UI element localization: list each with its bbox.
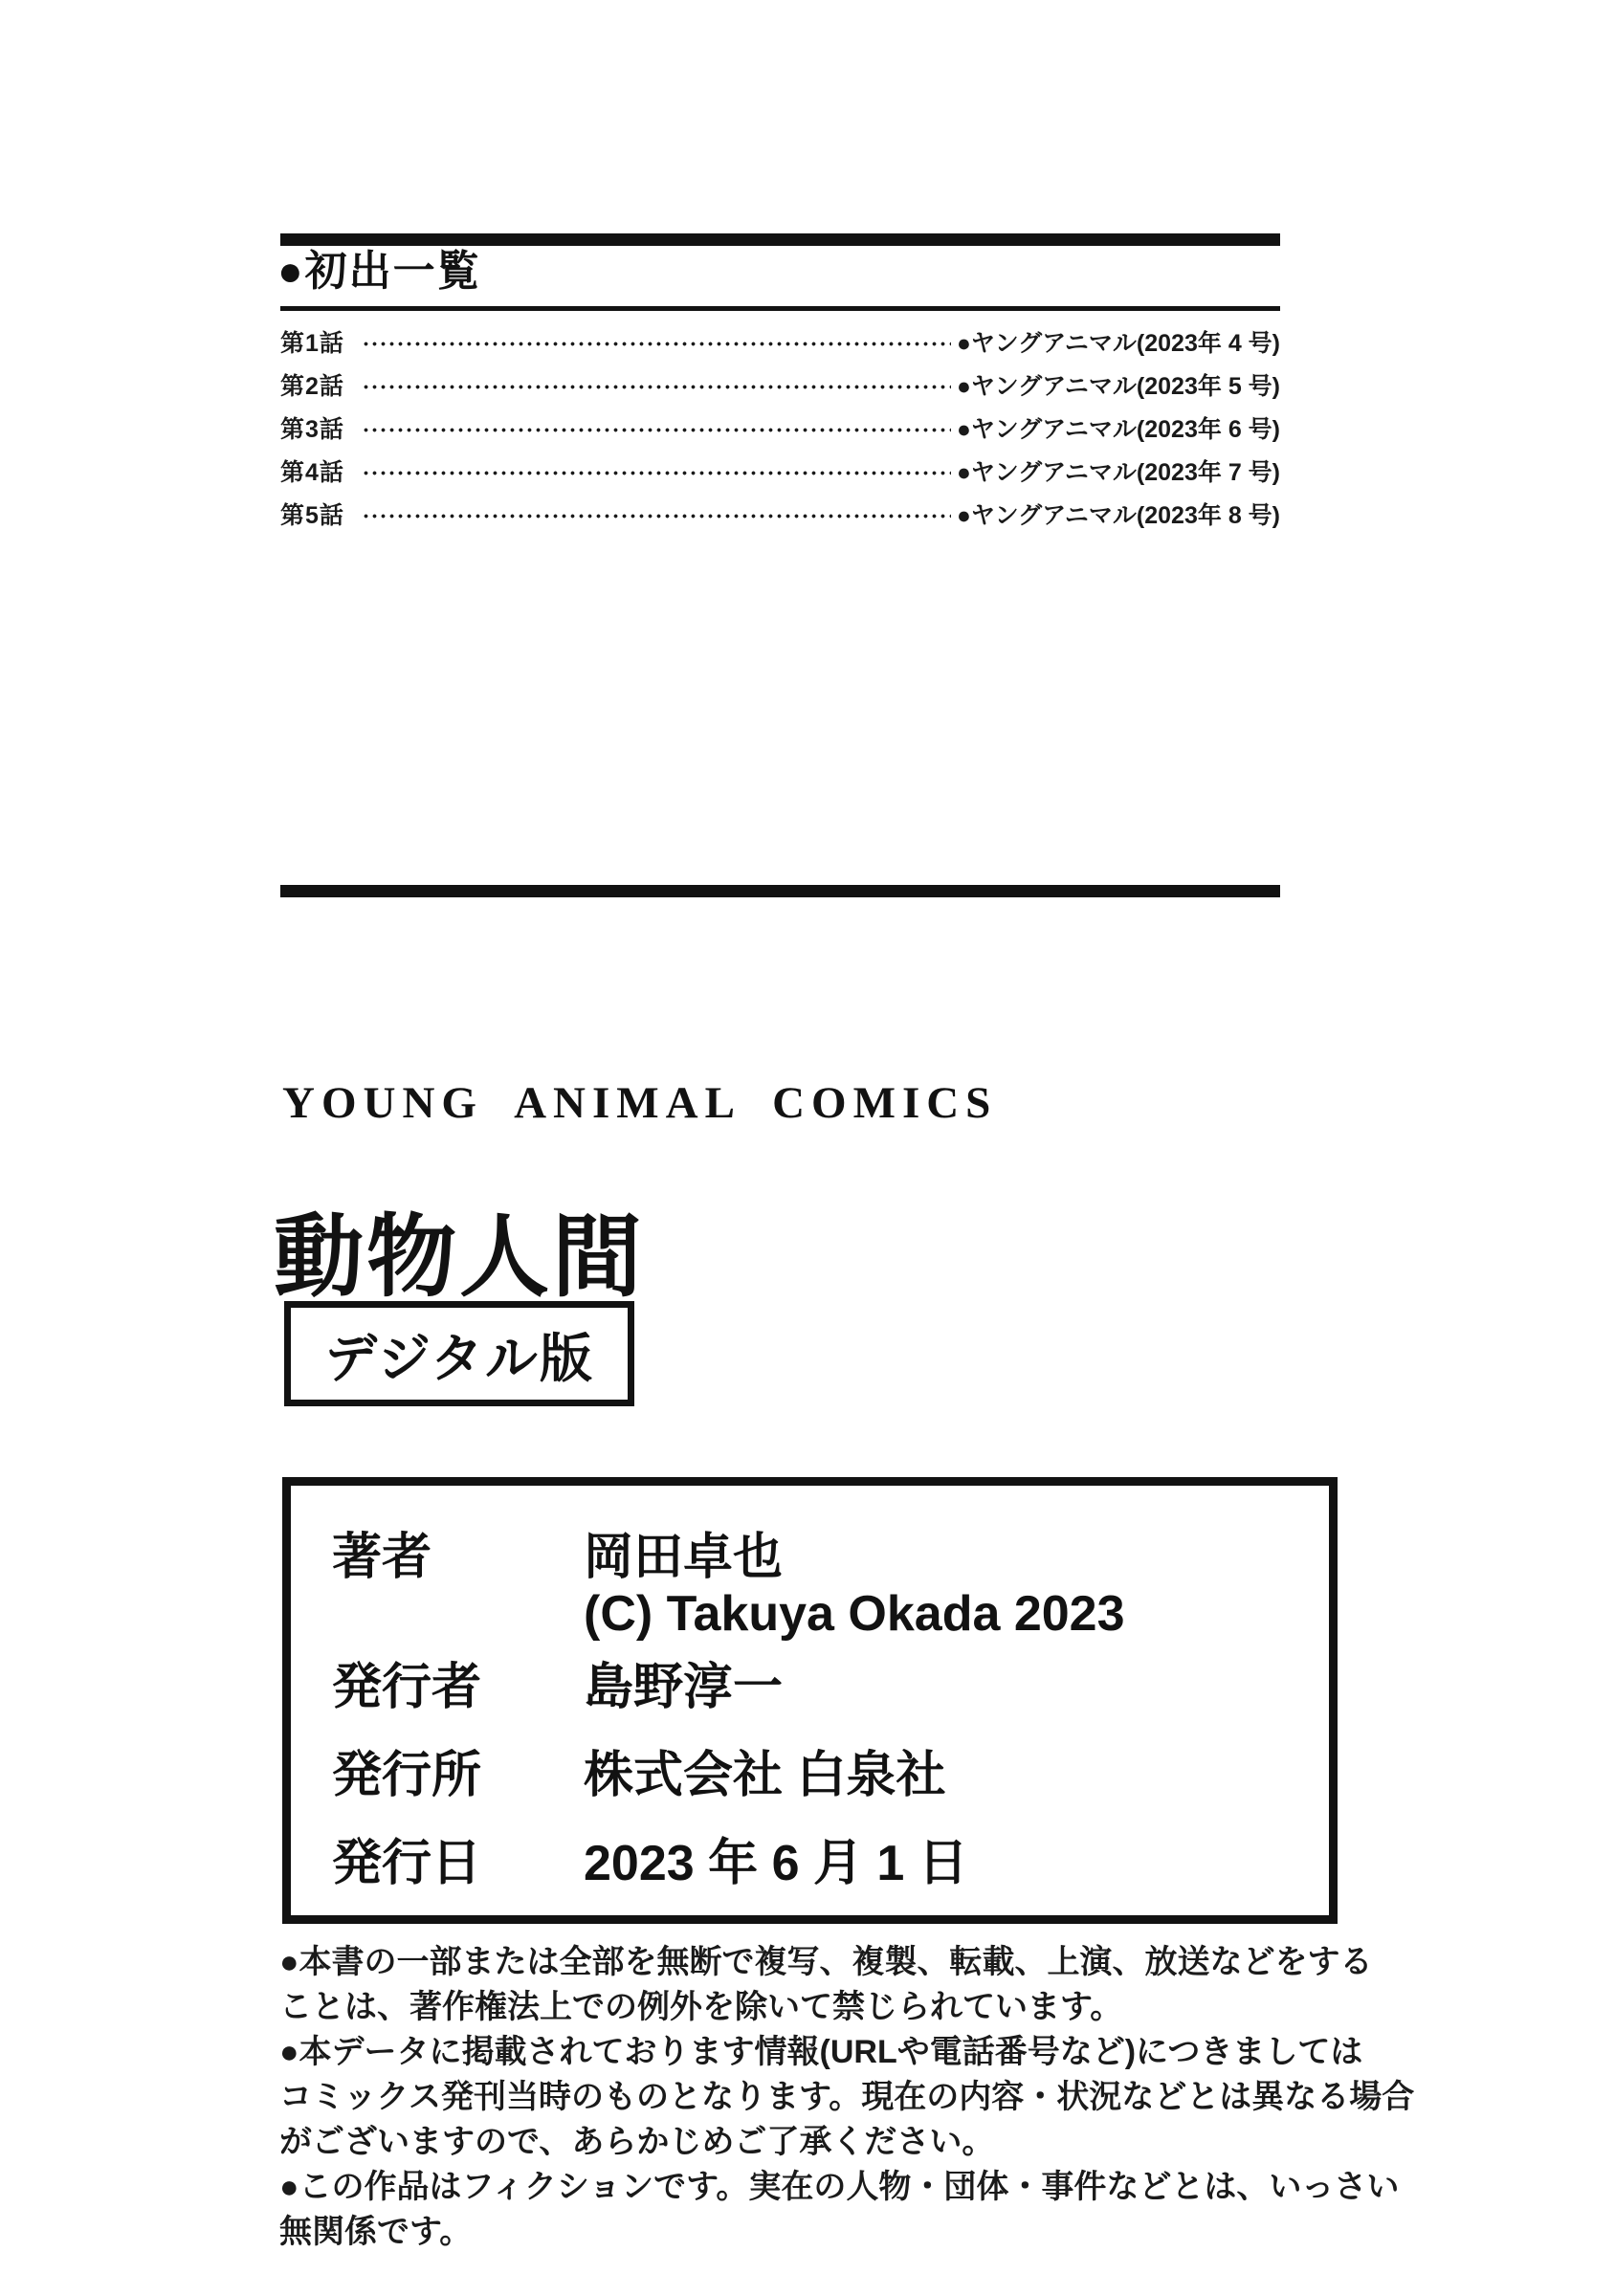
notice-line: ことは、著作権法上での例外を除いて禁じられています。 — [279, 1989, 1123, 2025]
notice-line: ●この作品はフィクションです。実在の人物・団体・事件などとは、いっさい — [279, 2169, 1400, 2205]
colophon-value-author: 岡田卓也 — [584, 1530, 784, 1585]
chapter-label: 第1話 — [280, 329, 344, 357]
section-divider-bar — [280, 885, 1280, 897]
colophon-label-publication-date: 発行日 — [332, 1836, 482, 1891]
notice-line: ●本データに掲載されております情報(URLや電話番号など)につきましては — [279, 2034, 1363, 2070]
chapter-label: 第5話 — [280, 501, 344, 529]
book-title: 動物人間 — [274, 1206, 646, 1307]
dotted-leader — [362, 469, 951, 477]
notice-line: がございますので、あらかじめご了承ください。 — [279, 2124, 995, 2160]
colophon-value-publisher: 島野淳一 — [584, 1660, 784, 1715]
edition-label: デジタル版 — [324, 1328, 594, 1388]
publication-source: ●ヤングアニマル(2023年 7 号) — [956, 458, 1280, 486]
dotted-leader — [362, 383, 951, 391]
publication-row — [280, 406, 1280, 449]
chapter-label: 第2話 — [280, 372, 344, 400]
colophon-box — [282, 1477, 1338, 1924]
publication-source: ●ヤングアニマル(2023年 4 号) — [956, 329, 1280, 357]
notice-line: 無関係です。 — [279, 2214, 473, 2250]
heading-underline — [280, 306, 1280, 311]
publication-row — [280, 492, 1280, 535]
publication-source: ●ヤングアニマル(2023年 8 号) — [956, 501, 1280, 529]
colophon-value-publication-date: 2023 年 6 月 1 日 — [584, 1836, 968, 1891]
chapter-label: 第4話 — [280, 458, 344, 486]
colophon-label-copyright — [332, 1585, 584, 1646]
first-publication-list — [280, 320, 1280, 535]
publication-source: ●ヤングアニマル(2023年 6 号) — [956, 415, 1280, 443]
colophon-label-publishing-office: 発行所 — [332, 1748, 482, 1803]
publication-row — [280, 449, 1280, 492]
top-divider-bar — [280, 233, 1280, 246]
chapter-label: 第3話 — [280, 415, 344, 443]
legal-notices — [279, 1940, 1415, 2255]
colophon-value-publishing-office: 株式会社 白泉社 — [584, 1748, 946, 1803]
publication-row — [280, 320, 1280, 363]
publication-row — [280, 363, 1280, 406]
colophon-label-author: 著者 — [332, 1530, 432, 1585]
series-name: YOUNG ANIMAL COMICS — [282, 1078, 998, 1128]
notice-line: ●本書の一部または全部を無断で複写、複製、転載、上演、放送などをする — [279, 1944, 1373, 1980]
dotted-leader — [362, 512, 951, 520]
colophon-label-publisher: 発行者 — [332, 1660, 482, 1715]
notice-line: コミックス発刊当時のものとなります。現在の内容・状況などとは異なる場合 — [279, 2079, 1415, 2115]
first-publication-heading: ●初出一覧 — [277, 248, 481, 295]
publication-source: ●ヤングアニマル(2023年 5 号) — [956, 372, 1280, 400]
edition-badge — [284, 1301, 634, 1406]
colophon-value-copyright: (C) Takuya Okada 2023 — [584, 1586, 1125, 1642]
dotted-leader — [362, 340, 951, 348]
dotted-leader — [362, 426, 951, 434]
colophon-grid — [332, 1516, 1319, 1907]
